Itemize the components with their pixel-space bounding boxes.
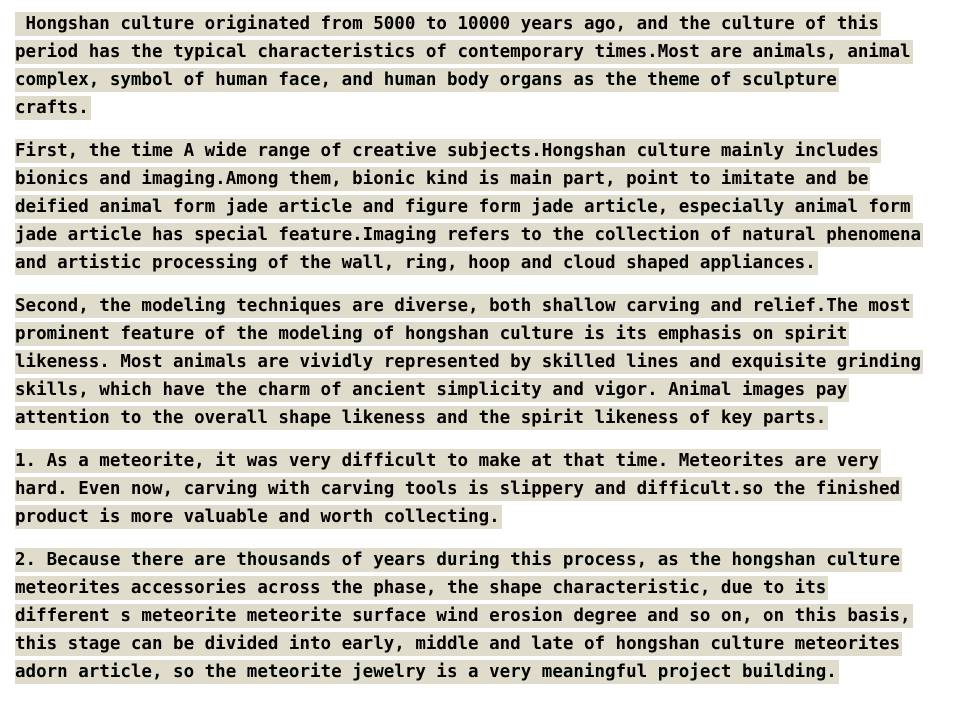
text-line: First, the time A wide range of creative subjects.Hongshan culture mainly includes [15,141,879,161]
text-line: Hongshan culture originated from 5000 to 10000 years ago, and the culture of this [15,14,879,34]
text-line: attention to the overall shape likeness and the spirit likeness of key parts. [15,408,827,428]
text-line: and artistic processing of the wall, ring, hoop and cloud shaped appliances. [15,253,816,273]
text-line: skills, which have the charm of ancient simplicity and vigor. Animal images pay [15,380,848,400]
text-line: complex, symbol of human face, and human body organs as the theme of sculpture [15,70,837,90]
text-line: meteorites accessories across the phase, the shape characteristic, due to its [15,578,827,598]
paragraph-first [15,137,963,277]
text-line: prominent feature of the modeling of hongshan culture is its emphasis on spirit [15,324,848,344]
text-line: period has the typical characteristics of contemporary times.Most are animals, animal [15,42,911,62]
text-line: bionics and imaging.Among them, bionic kind is main part, point to imitate and be [15,169,869,189]
paragraph-point-2 [15,546,963,686]
text-line: adorn article, so the meteorite jewelry is a very meaningful project building. [15,662,837,682]
text-line: 1. As a meteorite, it was very difficult to make at that time. Meteorites are very [15,451,879,471]
text-line: likeness. Most animals are vividly represented by skilled lines and exquisite grinding [15,352,922,372]
paragraph-intro [15,10,963,122]
paragraph-second [15,292,963,432]
text-line: jade article has special feature.Imaging refers to the collection of natural phenomena [15,225,922,245]
paragraph-point-1 [15,447,963,531]
text-line: product is more valuable and worth collecting. [15,507,500,527]
text-line: crafts. [15,98,89,118]
text-line: deified animal form jade article and figure form jade article, especially animal form [15,197,911,217]
text-line: different s meteorite meteorite surface wind erosion degree and so on, on this basis, [15,606,911,626]
text-line: 2. Because there are thousands of years during this process, as the hongshan culture [15,550,901,570]
text-line: hard. Even now, carving with carving tools is slippery and difficult.so the finished [15,479,901,499]
text-line: Second, the modeling techniques are diverse, both shallow carving and relief.The most [15,296,911,316]
text-line: this stage can be divided into early, middle and late of hongshan culture meteorites [15,634,901,654]
